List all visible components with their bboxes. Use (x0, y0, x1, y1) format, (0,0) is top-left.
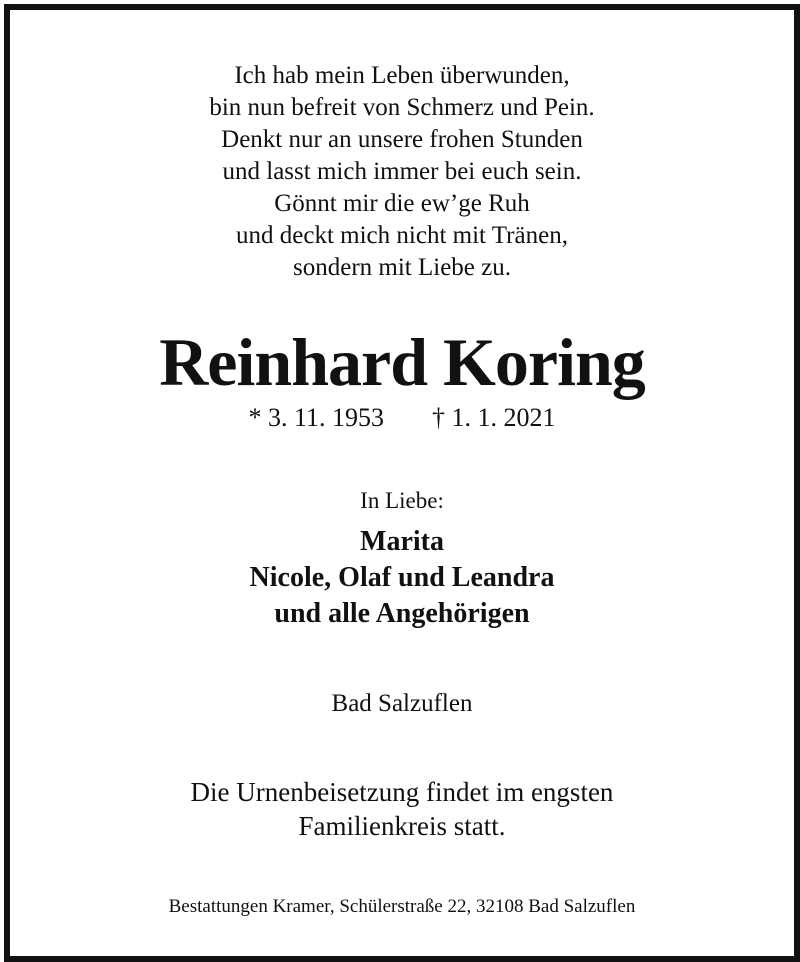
poem-line: sondern mit Liebe zu. (293, 254, 511, 281)
life-dates (10, 402, 794, 434)
location: Bad Salzuflen (331, 690, 473, 717)
poem-line: und lasst mich immer bei euch sein. (222, 158, 582, 185)
undertaker-info: Bestattungen Kramer, Schülerstraße 22, 32108 Bad Salzuflen (168, 896, 636, 917)
mourner-line: Nicole, Olaf und Leandra (249, 562, 555, 593)
death-date: † 1. 1. 2021 (432, 403, 556, 432)
poem-line: bin nun befreit von Schmerz und Pein. (209, 94, 595, 121)
burial-notice (10, 775, 794, 843)
birth-date: * 3. 11. 1953 (248, 403, 385, 432)
deceased-name: Reinhard Koring (159, 324, 645, 400)
mourners-list (10, 524, 794, 632)
notice-line: Familienkreis statt. (298, 811, 506, 841)
mourners-intro: In Liebe: (360, 488, 444, 513)
poem (10, 60, 794, 284)
notice-line: Die Urnenbeisetzung findet im engsten (190, 777, 614, 807)
poem-line: Denkt nur an unsere frohen Stunden (221, 126, 583, 153)
obituary-frame (4, 4, 800, 962)
mourner-line: Marita (360, 526, 444, 557)
poem-line: Gönnt mir die ew’ge Ruh (274, 190, 530, 217)
poem-line: Ich hab mein Leben überwunden, (234, 62, 570, 89)
mourner-line: und alle Angehörigen (274, 598, 530, 629)
poem-line: und deckt mich nicht mit Tränen, (236, 222, 568, 249)
